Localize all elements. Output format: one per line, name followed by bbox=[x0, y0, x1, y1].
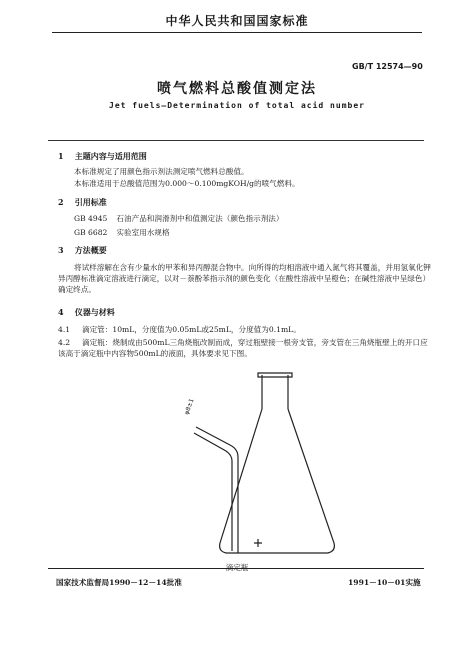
scope-paragraph: 本标准规定了用颜色指示剂法测定喷气燃料总酸值。 bbox=[74, 167, 249, 176]
reference-item bbox=[74, 227, 170, 238]
titration-flask-figure bbox=[150, 365, 350, 565]
flask-neck bbox=[262, 375, 288, 409]
side-tube-inner bbox=[194, 433, 232, 551]
footer-rule bbox=[48, 568, 424, 569]
dimension-label: φ8±1 bbox=[183, 397, 196, 416]
title-rule bbox=[48, 140, 424, 141]
section-heading-apparatus: 4 仪器与材料 bbox=[58, 307, 115, 317]
reference-code: GB 4945 bbox=[74, 214, 108, 223]
document-title: 喷气燃料总酸值测定法 bbox=[157, 81, 317, 97]
header-rule bbox=[52, 32, 422, 33]
section-heading-summary: 3 方法概要 bbox=[58, 245, 107, 255]
scope-paragraph: 本标准适用于总酸值范围为0.000～0.100mgKOH/g的喷气燃料。 bbox=[74, 179, 300, 188]
reference-title: 实验室用水规格 bbox=[116, 228, 170, 237]
section-heading-scope: 1 主题内容与适用范围 bbox=[58, 151, 147, 161]
flask-body bbox=[220, 409, 335, 553]
section-heading-references: 2 引用标准 bbox=[58, 197, 107, 207]
reference-code: GB 6682 bbox=[74, 228, 108, 237]
flask-rim bbox=[258, 373, 292, 377]
standard-number: GB/T 12574—90 bbox=[352, 62, 423, 71]
reference-item bbox=[74, 213, 283, 224]
figure-caption: 滴定瓶 bbox=[225, 563, 249, 572]
summary-paragraph: 将试样溶解在含有少量水的甲苯和异丙醇混合物中。向所得的均相溶液中通入氮气将其覆盖，并用氢氧化钾异丙醇标准滴定溶液进行滴定，以对－萘酚苯指示剂的颜色变化（在酸性溶液中呈橙色；在碱性溶液中呈绿色）确定终点。 bbox=[58, 263, 431, 294]
apparatus-item: 4.1 滴定管：10mL，分度值为0.05mL或25mL，分度值为0.1mL。 bbox=[58, 325, 301, 334]
approval-date: 国家技术监督局1990－12－14批准 bbox=[56, 578, 182, 587]
apparatus-item: 4.2 滴定瓶：烧制成由500mL三角烧瓶改制而成，穿过瓶壁接一根旁支管，旁支管在三角烧瓶壁上的开口应该高于滴定瓶中内容物500mL的液面，具体要求见下图。 bbox=[58, 338, 428, 358]
document-title-english: Jet fuels—Determination of total acid number bbox=[109, 101, 365, 110]
implementation-date: 1991－10－01实施 bbox=[348, 578, 421, 587]
reference-title: 石油产品和润滑剂中和值测定法（颜色指示剂法） bbox=[116, 214, 284, 223]
org-title: 中华人民共和国国家标准 bbox=[165, 14, 309, 28]
liquid-level-mark bbox=[254, 539, 262, 547]
